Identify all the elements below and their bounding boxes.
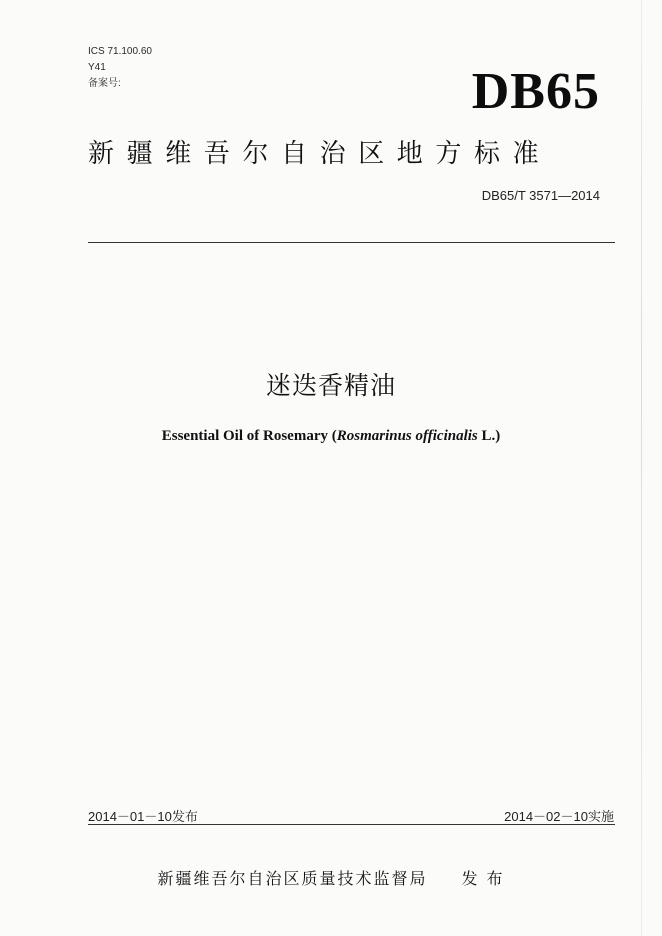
issue-date-label: 发布 xyxy=(171,810,198,825)
issuer-name: 新疆维吾尔自治区质量技术监督局 xyxy=(157,869,428,888)
title-english-main: Essential Oil of Rosemary ( xyxy=(161,428,337,444)
standard-logo: DB65 xyxy=(471,63,600,120)
implementation-date-value: 2014－02－10 xyxy=(504,809,588,824)
record-number-label: 备案号: xyxy=(88,78,121,89)
implementation-date xyxy=(504,806,614,825)
title-english-tail: L.) xyxy=(477,428,501,444)
title-english-latin: Rosmarinus officinalis xyxy=(336,428,478,444)
top-divider xyxy=(88,242,615,243)
issuing-authority xyxy=(0,866,662,889)
issue-date-value: 2014－01－10 xyxy=(88,809,172,824)
issue-date xyxy=(88,806,198,825)
standard-type-heading: 新疆维吾尔自治区地方标准 xyxy=(88,139,552,169)
category-code: Y41 xyxy=(88,62,106,73)
scan-edge-line xyxy=(641,0,642,936)
document-title-chinese: 迷迭香精油 xyxy=(265,371,396,400)
issuer-action: 发 布 xyxy=(461,869,505,888)
implementation-date-label: 实施 xyxy=(587,810,614,825)
ics-code: ICS 71.100.60 xyxy=(88,46,152,57)
classification-block xyxy=(88,44,152,92)
document-title-english xyxy=(0,428,662,445)
bottom-divider xyxy=(88,824,615,825)
standard-number: DB65/T 3571—2014 xyxy=(481,188,600,203)
